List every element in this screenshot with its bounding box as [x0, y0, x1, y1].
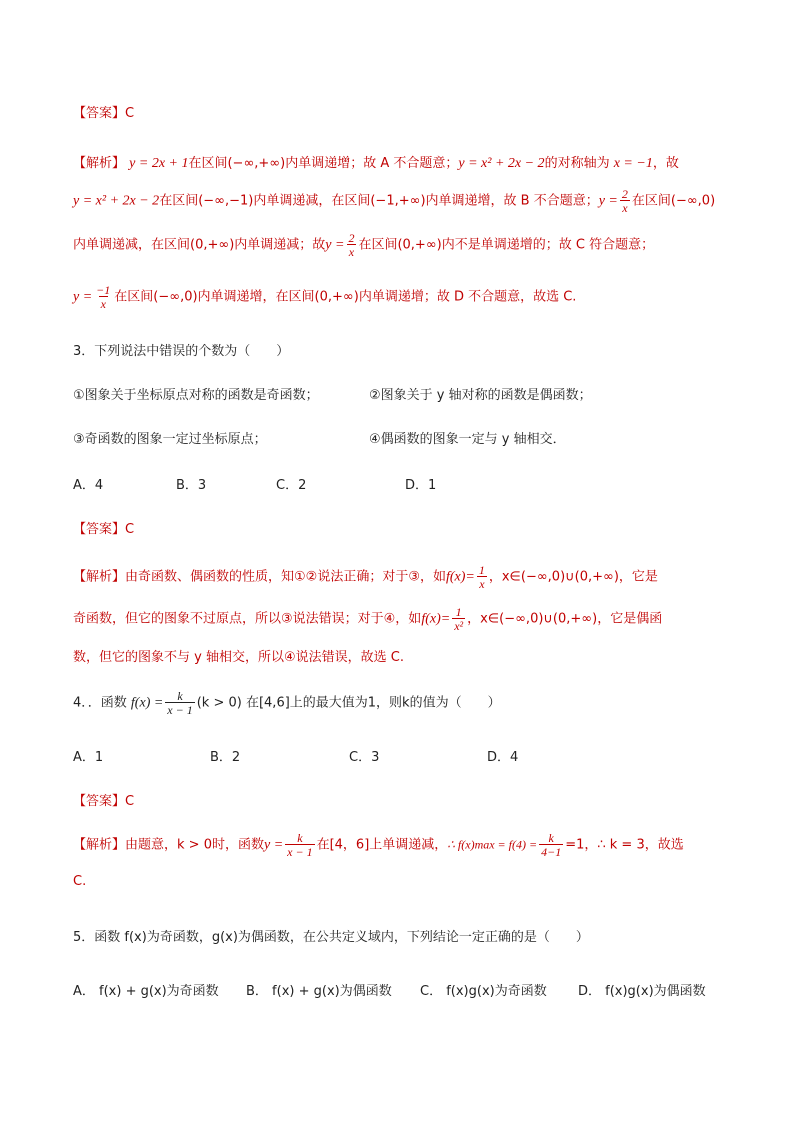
fraction	[477, 564, 487, 590]
question-3-statement-2: ②图象关于 y 轴对称的函数是偶函数；	[369, 388, 592, 403]
analysis-2-line-2	[73, 188, 715, 214]
fraction	[165, 690, 194, 716]
question-3-option-d[interactable]: D．1	[405, 478, 437, 493]
answer-value: C	[125, 106, 135, 121]
formula: f(x)=	[445, 569, 475, 585]
text: 在[4，6]上单调递减，	[316, 837, 448, 853]
numerator: 2	[621, 187, 628, 201]
question-3-statement-3: ③奇函数的图象一定过坐标原点；	[73, 432, 267, 447]
analysis-4-line-2: C.	[73, 874, 87, 889]
question-4-option-b[interactable]: B．2	[210, 750, 241, 765]
question-4-stem	[73, 690, 501, 716]
denominator: x − 1	[167, 703, 193, 717]
formula: y =	[325, 237, 345, 253]
analysis-2-line-3	[73, 232, 654, 258]
formula: y =	[73, 289, 93, 305]
text: ，x∈(−∞,0)∪(0,+∞)，它是	[488, 569, 658, 585]
analysis-4-line-1	[73, 832, 684, 858]
question-4-option-c[interactable]: C．3	[349, 750, 380, 765]
answer-label: 【答案】	[73, 106, 126, 121]
question-4-option-d[interactable]: D．4	[487, 750, 519, 765]
answer-3	[73, 518, 134, 537]
answer-label: 【答案】	[73, 522, 126, 537]
answer-2	[73, 102, 134, 121]
fraction	[620, 188, 630, 214]
denominator: x	[479, 577, 485, 591]
formula: y = x² + 2x − 2	[73, 193, 160, 209]
fraction	[346, 232, 356, 258]
answer-label: 【答案】	[73, 794, 126, 809]
numerator: k	[548, 831, 554, 845]
formula: ∴ f(x)max = f(4) =	[447, 837, 538, 852]
formula: f(x) =	[130, 695, 164, 711]
text: 在区间(−∞,0)	[631, 193, 716, 209]
question-3-stem: 3．下列说法中错误的个数为（ ）	[73, 344, 290, 359]
fraction	[94, 284, 112, 310]
question-4-option-a[interactable]: A．1	[73, 750, 104, 765]
denominator: x	[348, 245, 355, 259]
text: 奇函数，但它的图象不过原点，所以③说法错误；对于④，如	[73, 611, 422, 627]
question-5-option-a[interactable]: A． f(x) + g(x)为奇函数	[73, 984, 219, 999]
analysis-3-line-1	[73, 564, 658, 590]
formula: y = 2x + 1	[129, 156, 189, 171]
analysis-2-line-1	[73, 152, 679, 172]
formula: y =	[263, 837, 284, 853]
denominator: x²	[454, 619, 464, 633]
text: ，x∈(−∞,0)∪(0,+∞)，它是偶函	[467, 611, 663, 627]
question-3-statement-1: ①图象关于坐标原点对称的函数是奇函数；	[73, 388, 319, 403]
denominator: x − 1	[287, 845, 313, 859]
text: 由题意，k > 0时，函数	[125, 837, 264, 853]
fraction	[285, 832, 314, 858]
text: 4．．函数	[73, 695, 127, 711]
analysis-label: 【解析】	[73, 837, 126, 853]
answer-value: C	[125, 794, 135, 809]
fraction	[452, 606, 465, 632]
text: ，故	[652, 156, 679, 171]
numerator: 1	[478, 563, 485, 577]
question-3-statement-4: ④偶函数的图象一定与 y 轴相交．	[369, 432, 566, 447]
formula: y =	[598, 193, 618, 209]
numerator: k	[297, 831, 303, 845]
text: 在区间(0,+∞)内不是单调递增的；故 C 符合题意；	[358, 237, 655, 253]
analysis-3-line-3: 数，但它的图象不与 y 轴相交，所以④说法错误，故选 C.	[73, 650, 404, 665]
text: 在区间(−∞,−1)内单调递减，在区间(−1,+∞)内单调递增，故 B 不合题意；	[159, 193, 599, 209]
question-5-stem: 5．函数 f(x)为奇函数，g(x)为偶函数，在公共定义域内，下列结论一定正确的是（ ）	[73, 930, 589, 945]
text: 的对称轴为	[544, 156, 610, 171]
numerator: k	[177, 689, 183, 703]
text: 在区间(−∞,+∞)内单调递增；故 A 不合题意；	[188, 156, 459, 171]
question-5-option-b[interactable]: B． f(x) + g(x)为偶函数	[246, 984, 392, 999]
text: =1，∴ k = 3，故选	[565, 837, 684, 853]
numerator: −1	[96, 283, 111, 297]
analysis-3-line-2	[73, 606, 662, 632]
numerator: 1	[455, 605, 462, 619]
numerator: 2	[348, 231, 355, 245]
text: 在区间(−∞,0)内单调递增，在区间(0,+∞)内单调递增；故 D 不合题意，故选 C.	[114, 289, 577, 305]
answer-4	[73, 790, 134, 809]
text: (k > 0) 在[4,6]上的最大值为1，则k的值为（ ）	[196, 695, 501, 711]
analysis-label: 【解析】	[73, 156, 126, 171]
question-3-option-c[interactable]: C．2	[276, 478, 307, 493]
question-3-option-a[interactable]: A．4	[73, 478, 104, 493]
question-3-option-b[interactable]: B．3	[176, 478, 207, 493]
denominator: x	[100, 297, 106, 311]
denominator: 4−1	[541, 845, 562, 859]
formula: y = x² + 2x − 2	[458, 156, 545, 171]
formula: x = −1	[613, 156, 653, 171]
question-5-option-c[interactable]: C． f(x)g(x)为奇函数	[420, 984, 547, 999]
formula: f(x)=	[421, 611, 451, 627]
fraction	[539, 832, 563, 858]
text: 由奇函数、偶函数的性质，知①②说法正确；对于③，如	[125, 569, 446, 585]
text: 内单调递减，在区间(0,+∞)内单调递减；故	[73, 237, 326, 253]
answer-value: C	[125, 522, 135, 537]
denominator: x	[622, 201, 628, 215]
analysis-label: 【解析】	[73, 569, 126, 585]
question-5-option-d[interactable]: D． f(x)g(x)为偶函数	[578, 984, 706, 999]
analysis-2-line-4	[73, 284, 576, 310]
